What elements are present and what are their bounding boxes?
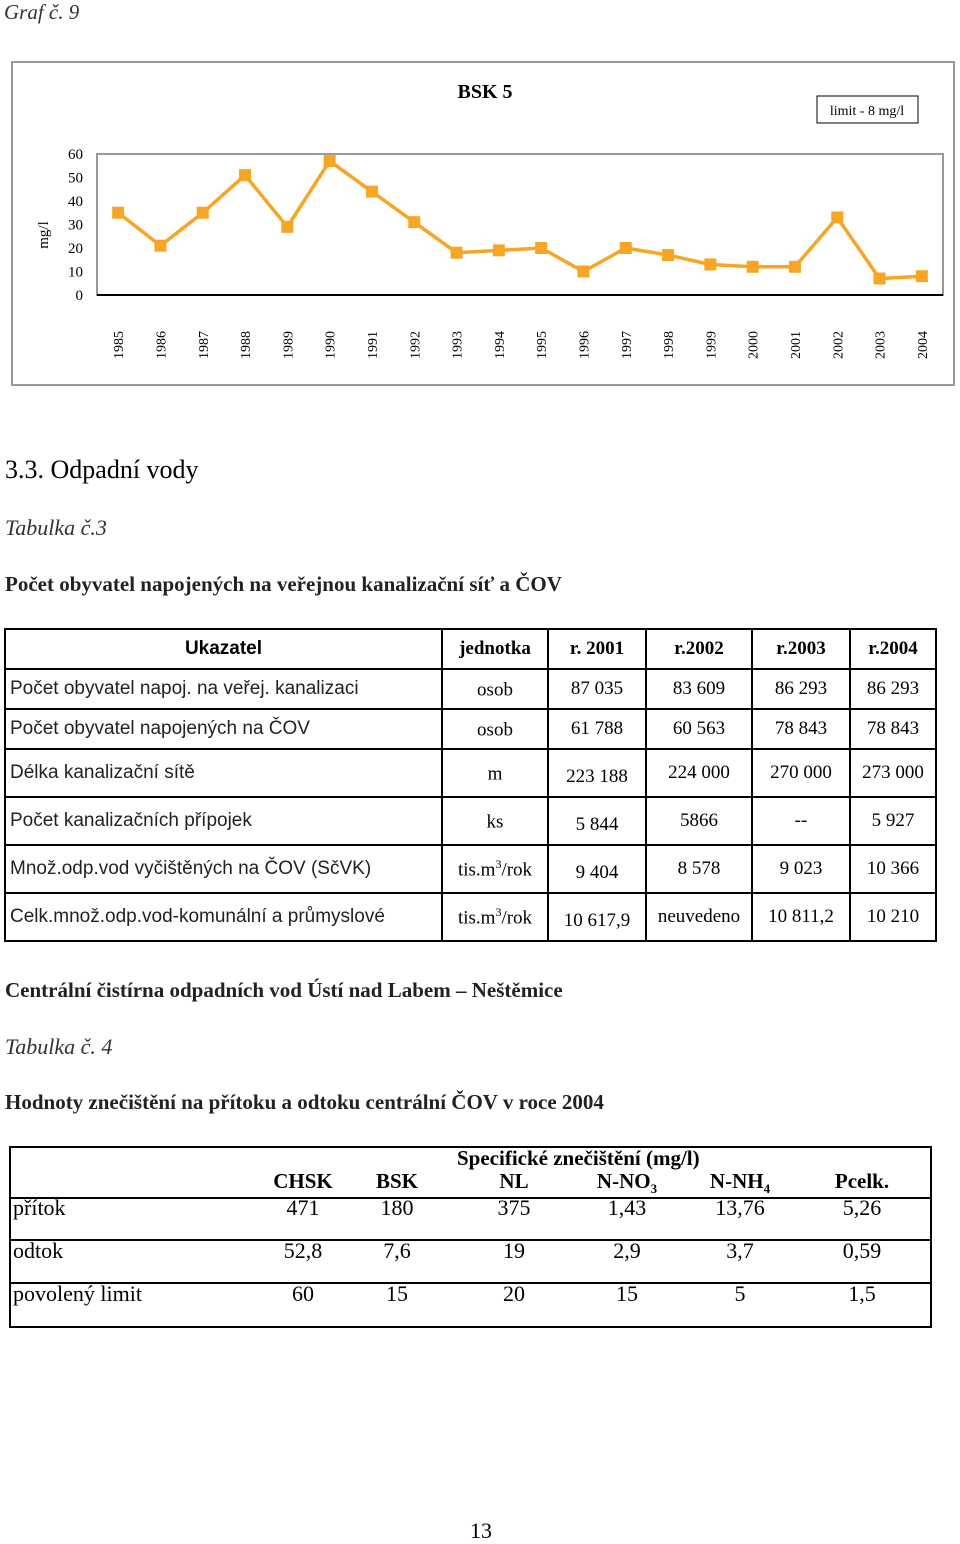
table3-title: Počet obyvatel napojených na veřejnou kanalizační síť a ČOV <box>5 572 562 596</box>
table3-row-unit <box>442 669 548 709</box>
x-tick-label: 2000 <box>746 331 762 359</box>
table3-header-2004: r.2004 <box>850 629 936 669</box>
table3-header-2001: r. 2001 <box>548 629 646 669</box>
table3-header-2002: r.2002 <box>646 629 752 669</box>
table4-cell-value: 5 <box>734 1281 746 1306</box>
table3-value-2003: 270 000 <box>752 749 850 797</box>
table3-value-2004: 78 843 <box>850 709 936 749</box>
table3 <box>4 628 937 942</box>
chart-title: BSK 5 <box>457 81 513 103</box>
table3-value-2003: 86 293 <box>752 669 850 709</box>
data-point <box>620 242 632 254</box>
table4-row-label: přítok <box>13 1195 66 1220</box>
table3-row-unit <box>442 749 548 797</box>
table4-cell-value: 7,6 <box>383 1238 411 1263</box>
table3-row-label: Počet obyvatel napojených na ČOV <box>5 709 442 749</box>
legend-text: limit - 8 mg/l <box>829 104 905 119</box>
table3-value-2001: 5 844 <box>548 797 646 845</box>
table3-value-2001: 9 404 <box>548 845 646 893</box>
column-header-subscript: 4 <box>763 1181 771 1197</box>
x-tick-label: 1999 <box>704 331 720 359</box>
table4-cell-value: 471 <box>286 1195 320 1220</box>
table4-column-header <box>835 1169 889 1197</box>
table3-value-2001: 223 188 <box>548 749 646 797</box>
table3-value-2002: 5866 <box>646 797 752 845</box>
table4-cell-value: 1,43 <box>607 1195 647 1220</box>
table3-value-2002: 224 000 <box>646 749 752 797</box>
table4-column-header <box>499 1169 528 1197</box>
table3-row-unit <box>442 709 548 749</box>
table3-value-2001: 87 035 <box>548 669 646 709</box>
table3-value-2004: 5 927 <box>850 797 936 845</box>
y-tick-label: 50 <box>68 170 83 187</box>
x-tick-label: 2004 <box>915 331 931 359</box>
y-tick-label: 20 <box>68 241 83 257</box>
table4-row-label: povolený limit <box>13 1281 142 1306</box>
table-row <box>5 893 936 941</box>
table4-divider <box>9 1197 932 1199</box>
table3-value-2004: 10 366 <box>850 845 936 893</box>
table3-value-2001: 61 788 <box>548 709 646 749</box>
table3-value-2003: 9 023 <box>752 845 850 893</box>
x-tick-label: 1993 <box>450 331 466 359</box>
table3-value-2004: 273 000 <box>850 749 936 797</box>
table-row <box>5 797 936 845</box>
data-point <box>704 258 716 270</box>
data-point <box>154 240 166 252</box>
column-header-text: N-NO <box>596 1169 651 1193</box>
bsk5-chart-frame <box>11 61 955 386</box>
unit-text: osob <box>477 679 513 701</box>
x-tick-label: 1998 <box>662 331 678 359</box>
data-point <box>451 247 463 259</box>
table4-row-label: odtok <box>13 1238 64 1263</box>
table4-cell-value: 60 <box>292 1281 314 1306</box>
data-point <box>577 266 589 278</box>
table4-title: Hodnoty znečištění na přítoku a odtoku centrální ČOV v roce 2004 <box>5 1090 604 1114</box>
table-row <box>5 749 936 797</box>
table4-cell-value: 13,76 <box>715 1195 765 1220</box>
table3-header-row <box>5 629 936 669</box>
x-tick-label: 2002 <box>831 331 847 359</box>
table3-row-unit <box>442 893 548 941</box>
data-point <box>831 211 843 223</box>
x-tick-label: 1985 <box>112 331 128 359</box>
data-point <box>239 169 251 181</box>
table3-row-label: Počet obyvatel napoj. na veřej. kanalizaci <box>5 669 442 709</box>
y-tick-label: 40 <box>68 194 83 210</box>
data-point <box>916 270 928 282</box>
table3-value-2002: 83 609 <box>646 669 752 709</box>
y-tick-label: 10 <box>68 264 83 281</box>
table-row <box>5 709 936 749</box>
table3-header-ukazatel: Ukazatel <box>5 629 442 669</box>
y-axis-label: mg/l <box>36 221 52 249</box>
data-point <box>197 207 209 219</box>
table4-cell-value: 0,59 <box>842 1238 882 1263</box>
x-tick-label: 1995 <box>535 331 551 359</box>
column-header-text: CHSK <box>273 1169 333 1193</box>
table3-value-2003: -- <box>752 797 850 845</box>
data-point <box>535 242 547 254</box>
table4-column-header <box>710 1169 770 1197</box>
data-point <box>493 244 505 256</box>
x-tick-label: 1990 <box>323 331 339 359</box>
table3-value-2004: 86 293 <box>850 669 936 709</box>
data-point <box>662 249 674 261</box>
table4-cell-value: 1,5 <box>848 1281 876 1306</box>
table-row <box>5 669 936 709</box>
table4-divider <box>9 1239 932 1241</box>
column-header-text: NL <box>499 1169 529 1193</box>
unit-tail: /rok <box>501 907 533 929</box>
page-number: 13 <box>470 1518 492 1543</box>
data-point <box>747 261 759 273</box>
unit-text: tis.m <box>457 907 496 929</box>
table3-row-label: Celk.množ.odp.vod-komunální a průmyslové <box>5 893 442 941</box>
table4-cell-value: 15 <box>386 1281 408 1306</box>
table3-header-jednotka: jednotka <box>442 629 548 669</box>
table4-caption: Tabulka č. 4 <box>5 1034 113 1059</box>
table4-group-header: Specifické znečištění (mg/l) <box>457 1146 700 1170</box>
x-tick-label: 1989 <box>281 331 297 359</box>
unit-exponent: 3 <box>495 904 502 919</box>
unit-text: ks <box>486 811 504 833</box>
x-tick-label: 2001 <box>788 331 804 359</box>
table3-value-2004: 10 210 <box>850 893 936 941</box>
table3-value-2002: 8 578 <box>646 845 752 893</box>
table-row <box>5 845 936 893</box>
table4-column-header <box>597 1169 657 1197</box>
x-tick-label: 1994 <box>492 331 508 359</box>
table3-row-unit <box>442 845 548 893</box>
table3-row-unit <box>442 797 548 845</box>
column-header-text: Pcelk. <box>834 1169 890 1193</box>
column-header-subscript: 3 <box>650 1181 658 1197</box>
table3-value-2003: 78 843 <box>752 709 850 749</box>
data-point <box>408 216 420 228</box>
x-tick-label: 1996 <box>577 331 593 359</box>
table3-row-label: Délka kanalizační sítě <box>5 749 442 797</box>
unit-text: tis.m <box>457 859 496 881</box>
plot-area <box>97 154 943 295</box>
x-tick-label: 1997 <box>619 331 635 359</box>
table3-row-label: Množ.odp.vod vyčištěných na ČOV (SčVK) <box>5 845 442 893</box>
table4-cell-value: 15 <box>616 1281 638 1306</box>
table3-value-2003: 10 811,2 <box>752 893 850 941</box>
x-tick-label: 2003 <box>873 331 889 359</box>
table4-cell-value: 5,26 <box>842 1195 882 1220</box>
data-point <box>112 207 124 219</box>
section-heading: 3.3. Odpadní vody <box>5 455 199 484</box>
table4-cell-value: 20 <box>503 1281 525 1306</box>
x-tick-label: 1992 <box>408 331 424 359</box>
table4-cell-value: 3,7 <box>726 1238 754 1263</box>
table3-caption: Tabulka č.3 <box>5 515 107 540</box>
column-header-text: N-NH <box>709 1169 764 1193</box>
y-tick-label: 60 <box>68 147 83 163</box>
data-point <box>281 221 293 233</box>
table4-cell-value: 375 <box>497 1195 531 1220</box>
data-point <box>324 155 336 167</box>
table3-value-2002: 60 563 <box>646 709 752 749</box>
table3-row-label: Počet kanalizačních přípojek <box>5 797 442 845</box>
data-point <box>874 273 886 285</box>
table4-cell-value: 180 <box>380 1195 414 1220</box>
column-header-text: BSK <box>375 1169 419 1193</box>
table4-column-header <box>376 1169 418 1197</box>
table3-header-2003: r.2003 <box>752 629 850 669</box>
x-tick-label: 1987 <box>196 331 212 359</box>
unit-tail: /rok <box>501 859 533 881</box>
data-point <box>366 186 378 198</box>
y-tick-label: 0 <box>75 288 83 304</box>
data-point <box>789 261 801 273</box>
table4 <box>9 1146 932 1328</box>
table3-value-2002: neuvedeno <box>646 893 752 941</box>
x-tick-label: 1988 <box>239 331 255 359</box>
x-tick-label: 1991 <box>365 331 381 359</box>
table4-cell-value: 19 <box>503 1238 525 1263</box>
table4-divider <box>9 1282 932 1284</box>
graph-caption: Graf č. 9 <box>4 0 80 24</box>
central-wwtp-title: Centrální čistírna odpadních vod Ústí nad Labem – Neštěmice <box>5 978 563 1002</box>
series-line <box>118 161 922 278</box>
unit-exponent: 3 <box>495 856 502 871</box>
x-tick-label: 1986 <box>154 331 170 359</box>
table4-cell-value: 2,9 <box>613 1238 641 1263</box>
unit-text: osob <box>477 719 513 741</box>
y-tick-label: 30 <box>68 217 83 234</box>
bsk5-chart <box>13 63 953 384</box>
table4-cell-value: 52,8 <box>283 1238 323 1263</box>
table4-column-header <box>273 1169 333 1197</box>
unit-text: m <box>487 763 503 785</box>
table3-value-2001: 10 617,9 <box>548 893 646 941</box>
